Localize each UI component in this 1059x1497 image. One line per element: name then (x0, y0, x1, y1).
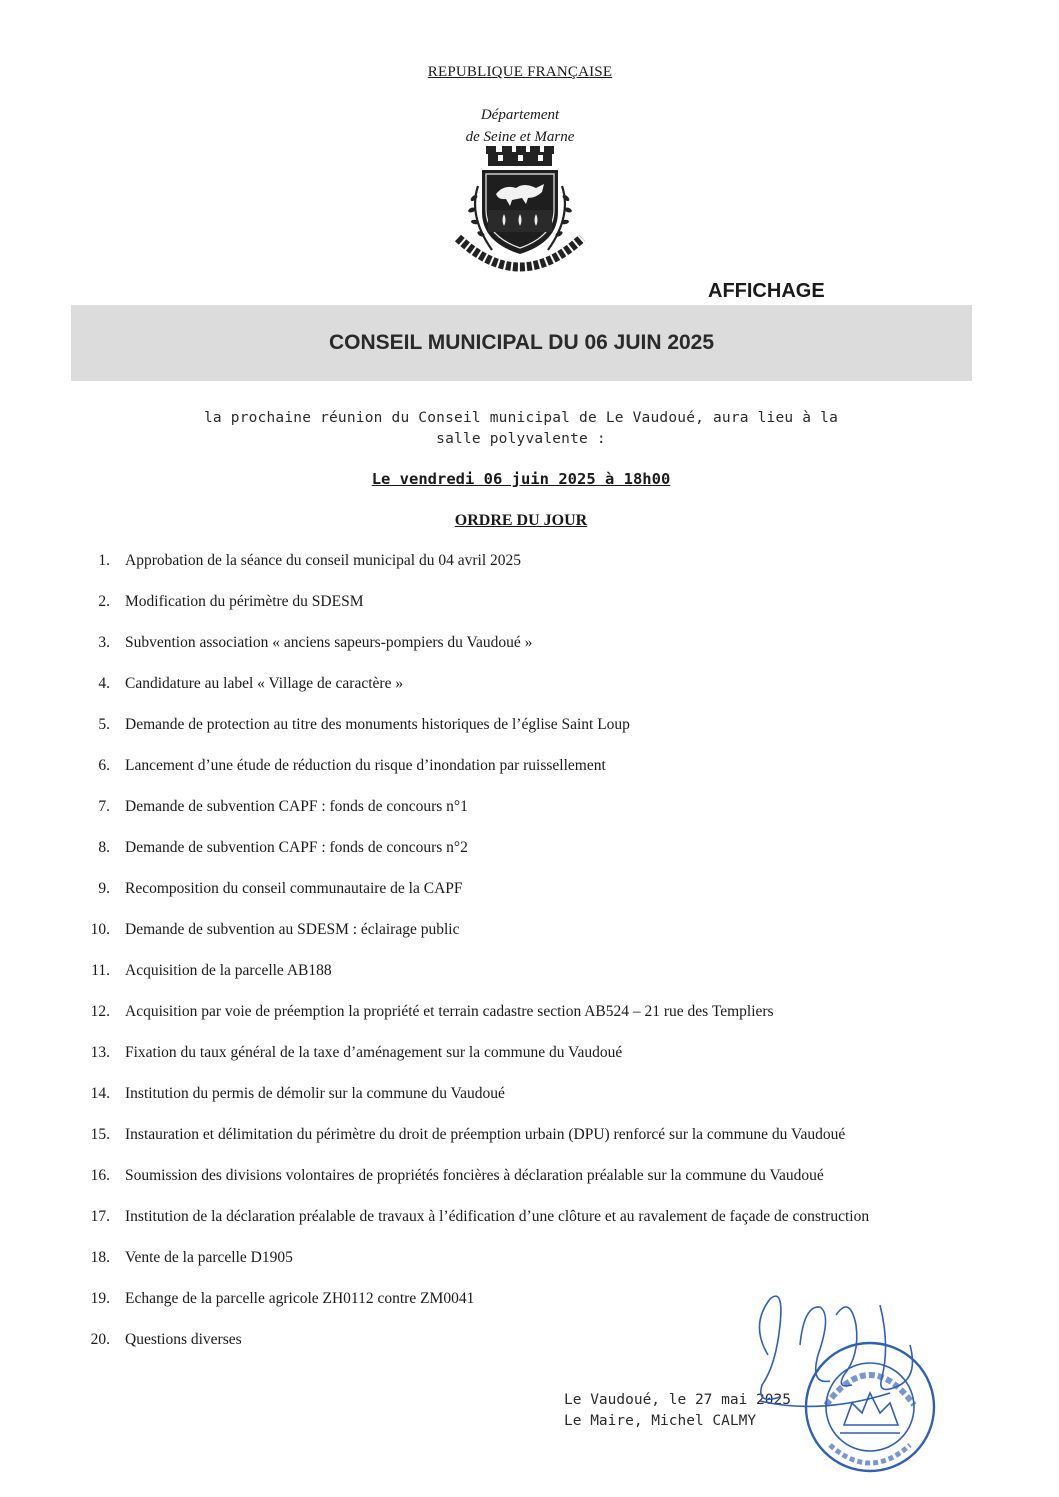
agenda-item-number: 7. (98, 798, 110, 815)
agenda-item-number: 18. (90, 1249, 110, 1266)
agenda-item (0, 1044, 1000, 1066)
agenda-item (0, 675, 1000, 697)
agenda-item (0, 880, 1000, 902)
republique-heading: REPUBLIQUE FRANÇAISE (427, 64, 613, 80)
agenda-item-number: 19. (90, 1290, 110, 1307)
departement-line-1: Département (480, 107, 560, 123)
agenda-item (0, 1126, 1000, 1148)
agenda-item-number: 9. (98, 880, 110, 897)
agenda-item-number: 8. (98, 839, 110, 856)
agenda-item (0, 1003, 1000, 1025)
agenda-item (0, 634, 1000, 656)
document-title: CONSEIL MUNICIPAL DU 06 JUIN 2025 (328, 331, 715, 354)
departement-line-2: de Seine et Marne (465, 129, 575, 145)
agenda-item-number: 6. (98, 757, 110, 774)
signatory: Le Maire, Michel CALMY (564, 1413, 757, 1429)
mayor-signature-and-stamp (740, 1285, 970, 1485)
agenda-item-text: Vente de la parcelle D1905 (125, 1249, 293, 1266)
agenda-item-number: 12. (90, 1003, 110, 1020)
agenda-item-text: Fixation du taux général de la taxe d’aménagement sur la commune du Vaudoué (125, 1044, 623, 1061)
agenda-item-number: 14. (90, 1085, 110, 1102)
agenda-item (0, 962, 1000, 984)
agenda-item (0, 1167, 1000, 1189)
agenda-item (0, 593, 1000, 615)
agenda-item-number: 17. (90, 1208, 110, 1225)
agenda-item-text: Modification du périmètre du SDESM (125, 593, 364, 610)
intro-line-2: salle polyvalente : (436, 431, 606, 447)
agenda-item (0, 1208, 1000, 1230)
agenda-item-number: 5. (98, 716, 110, 733)
agenda-item-number: 16. (90, 1167, 110, 1184)
agenda-item-number: 10. (90, 921, 110, 938)
agenda-title: ORDRE DU JOUR (454, 512, 588, 529)
agenda-item (0, 1085, 1000, 1107)
agenda-item-text: Subvention association « anciens sapeurs-pompiers du Vaudoué » (125, 634, 533, 651)
agenda-item-number: 4. (98, 675, 110, 692)
agenda-item-text: Acquisition par voie de préemption la propriété et terrain cadastre section AB524 – 21 rue des Templiers (125, 1003, 774, 1020)
intro-line-1: la prochaine réunion du Conseil municipal de Le Vaudoué, aura lieu à la (203, 410, 838, 426)
intro-paragraph (0, 408, 1042, 450)
agenda-item-text: Institution de la déclaration préalable de travaux à l’édification d’une clôture et au ravalement de façade de construction (125, 1208, 870, 1225)
agenda-item-number: 11. (91, 962, 110, 979)
agenda-item-number: 2. (98, 593, 110, 610)
agenda-item-text: Demande de subvention CAPF : fonds de concours n°1 (125, 798, 468, 815)
agenda-item (0, 921, 1000, 943)
agenda-item-number: 1. (98, 552, 110, 569)
agenda-item-text: Demande de subvention au SDESM : éclairage public (125, 921, 460, 938)
agenda-item-text: Echange de la parcelle agricole ZH0112 contre ZM0041 (125, 1290, 475, 1307)
agenda-item (0, 1249, 1000, 1271)
agenda-item-text: Approbation de la séance du conseil municipal du 04 avril 2025 (125, 552, 522, 569)
agenda-item-text: Candidature au label « Village de caractère » (125, 675, 404, 692)
agenda-item-number: 20. (90, 1331, 110, 1348)
agenda-item-text: Demande de subvention CAPF : fonds de concours n°2 (125, 839, 468, 856)
agenda-item-text: Acquisition de la parcelle AB188 (125, 962, 332, 979)
agenda-item (0, 798, 1000, 820)
agenda-item-number: 13. (90, 1044, 110, 1061)
agenda-item-text: Soumission des divisions volontaires de propriétés foncières à déclaration préalable sur la commune du Vaudoué (125, 1167, 824, 1184)
agenda-item-text: Instauration et délimitation du périmètre du droit de préemption urbain (DPU) renforcé sur la commune du Vaudoué (125, 1126, 846, 1143)
municipal-crest-logo (452, 146, 588, 290)
place-date: Le Vaudoué, le 27 mai 2025 (564, 1392, 791, 1408)
agenda-item (0, 716, 1000, 738)
agenda-item-number: 3. (98, 634, 110, 651)
departement-label (0, 104, 1040, 148)
agenda-item (0, 757, 1000, 779)
title-banner (71, 305, 972, 381)
affichage-label: AFFICHAGE (708, 280, 825, 302)
meeting-date: Le vendredi 06 juin 2025 à 18h00 (371, 470, 671, 488)
agenda-item-text: Institution du permis de démolir sur la commune du Vaudoué (125, 1085, 505, 1102)
agenda-item-text: Demande de protection au titre des monuments historiques de l’église Saint Loup (125, 716, 630, 733)
agenda-item-number: 15. (90, 1126, 110, 1143)
agenda-item (0, 552, 1000, 574)
agenda-item-text: Questions diverses (125, 1331, 242, 1348)
agenda-item (0, 839, 1000, 861)
agenda-item-text: Lancement d’une étude de réduction du risque d’inondation par ruissellement (125, 757, 606, 774)
agenda-item-text: Recomposition du conseil communautaire de la CAPF (125, 880, 463, 897)
